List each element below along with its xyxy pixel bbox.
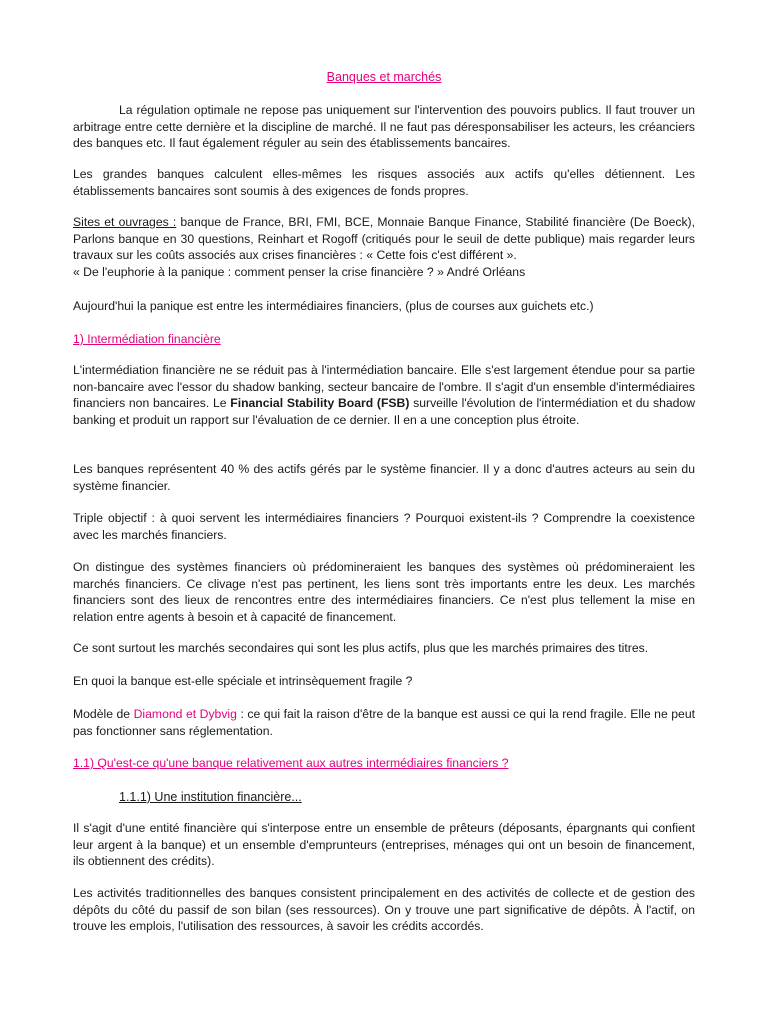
- paragraph-sites-ouvrages: [73, 214, 695, 280]
- sites-ouvrages-line2: « De l'euphorie à la panique : comment penser la crise financière ? » André Orléans: [73, 264, 526, 279]
- heading-intermediation: 1) Intermédiation financière: [73, 332, 221, 346]
- paragraph-marches-secondaires: Ce sont surtout les marchés secondaires qui sont les plus actifs, plus que les marchés primaires des titres.: [73, 641, 649, 655]
- fsb-bold-text: Financial Stability Board (FSB): [230, 396, 410, 411]
- paragraph-activites-traditionnelles: Les activités traditionnelles des banques consistent principalement en des activités de collecte et de gestion des dépôts du côté du passif de son bilan (ses ressources). On y trouve une part significative de dépôts. À l'actif, on trouve les emplois, l'utilisation des ressources, à savoir les crédits accordés.: [73, 886, 695, 934]
- paragraph-question-fragile: En quoi la banque est-elle spéciale et intrinsèquement fragile ?: [73, 674, 413, 688]
- intermediation-text-b: surveille l'évolution de l'intermédiation et du shadow banking et produit un rapport sur l'évaluation de ce dernier. Il en a une conception plus étroite.: [73, 396, 696, 427]
- sites-ouvrages-text: banque de France, BRI, FMI, BCE, Monnaie Banque Finance, Stabilité financière (De Boeck), Parlons banque en 30 questions, Reinhart et Rogoff (critiqués pour le seuil de dette publique) mais regarder leurs travaux sur les coûts associés aux crises financières : « Cette fois c'est différent ».: [73, 215, 695, 263]
- paragraph-triple-objectif: Triple objectif : à quoi servent les intermédiaires financiers ? Pourquoi existent-ils ? Comprendre la coexistence avec les marchés financiers.: [73, 511, 695, 542]
- paragraph-systemes-financiers: On distingue des systèmes financiers où prédomineraient les banques des systèmes où prédomineraient les marchés financiers. Ce clivage n'est pas pertinent, les liens sont très importants entre les deux. Les marchés financiers sont des lieux de rencontres entre des intermédiaires financiers. Ce n'est plus tellement la mise en relation entre agents à besoin et à capacité de financement.: [73, 560, 695, 624]
- paragraph-entite-financiere: Il s'agit d'une entité financière qui s'interpose entre un ensemble de prêteurs (déposants, épargnants qui confient leur argent à la banque) et un ensemble d'emprunteurs (entreprises, ménages qui ont un besoin de financement, ils obtiennent des crédits).: [73, 821, 695, 869]
- sites-ouvrages-label: Sites et ouvrages :: [73, 215, 177, 229]
- document-title: Banques et marchés: [326, 70, 442, 84]
- heading-quest-ce-banque: 1.1) Qu'est-ce qu'une banque relativement aux autres intermédiaires financiers ?: [73, 756, 509, 770]
- paragraph-panique: Aujourd'hui la panique est entre les intermédiaires financiers, (plus de courses aux guichets etc.): [73, 299, 594, 313]
- paragraph-actifs: Les banques représentent 40 % des actifs gérés par le système financier. Il y a donc d'autres acteurs au sein du système financier.: [73, 462, 695, 493]
- modele-text-b: : ce qui fait la raison d'être de la banque est aussi ce qui la rend fragile. Elle ne peut pas fonctionner sans réglementation.: [73, 707, 695, 738]
- paragraph-regulation: [73, 102, 695, 152]
- diamond-dybvig-text: Diamond et Dybvig: [133, 707, 237, 721]
- intermediation-text-a: L'intermédiation financière ne se réduit pas à l'intermédiation bancaire. Elle s'est largement étendue pour sa partie non-bancaire avec l'essor du shadow banking, secteur bancaire de l'ombre. Il s'agit d'un ensemble d'intermédiaires financiers non bancaires. Le: [73, 363, 695, 411]
- paragraph-text: La régulation optimale ne repose pas uniquement sur l'intervention des pouvoirs publics. Il faut trouver un arbitrage entre cette dernière et la discipline de marché. Il ne faut pas déresponsabiliser les acteurs, les créanciers des banques etc. Il faut également réguler au sein des établissements bancaires.: [73, 103, 695, 151]
- paragraph-modele: [73, 706, 695, 739]
- modele-text-a: Modèle de: [73, 707, 134, 721]
- heading-institution-financiere: 1.1.1) Une institution financière...: [119, 790, 302, 804]
- paragraph-grandes-banques: Les grandes banques calculent elles-mêmes les risques associés aux actifs qu'elles détiennent. Les établissements bancaires sont soumis à des exigences de fonds propres.: [73, 167, 695, 198]
- paragraph-intermediation: [73, 362, 695, 428]
